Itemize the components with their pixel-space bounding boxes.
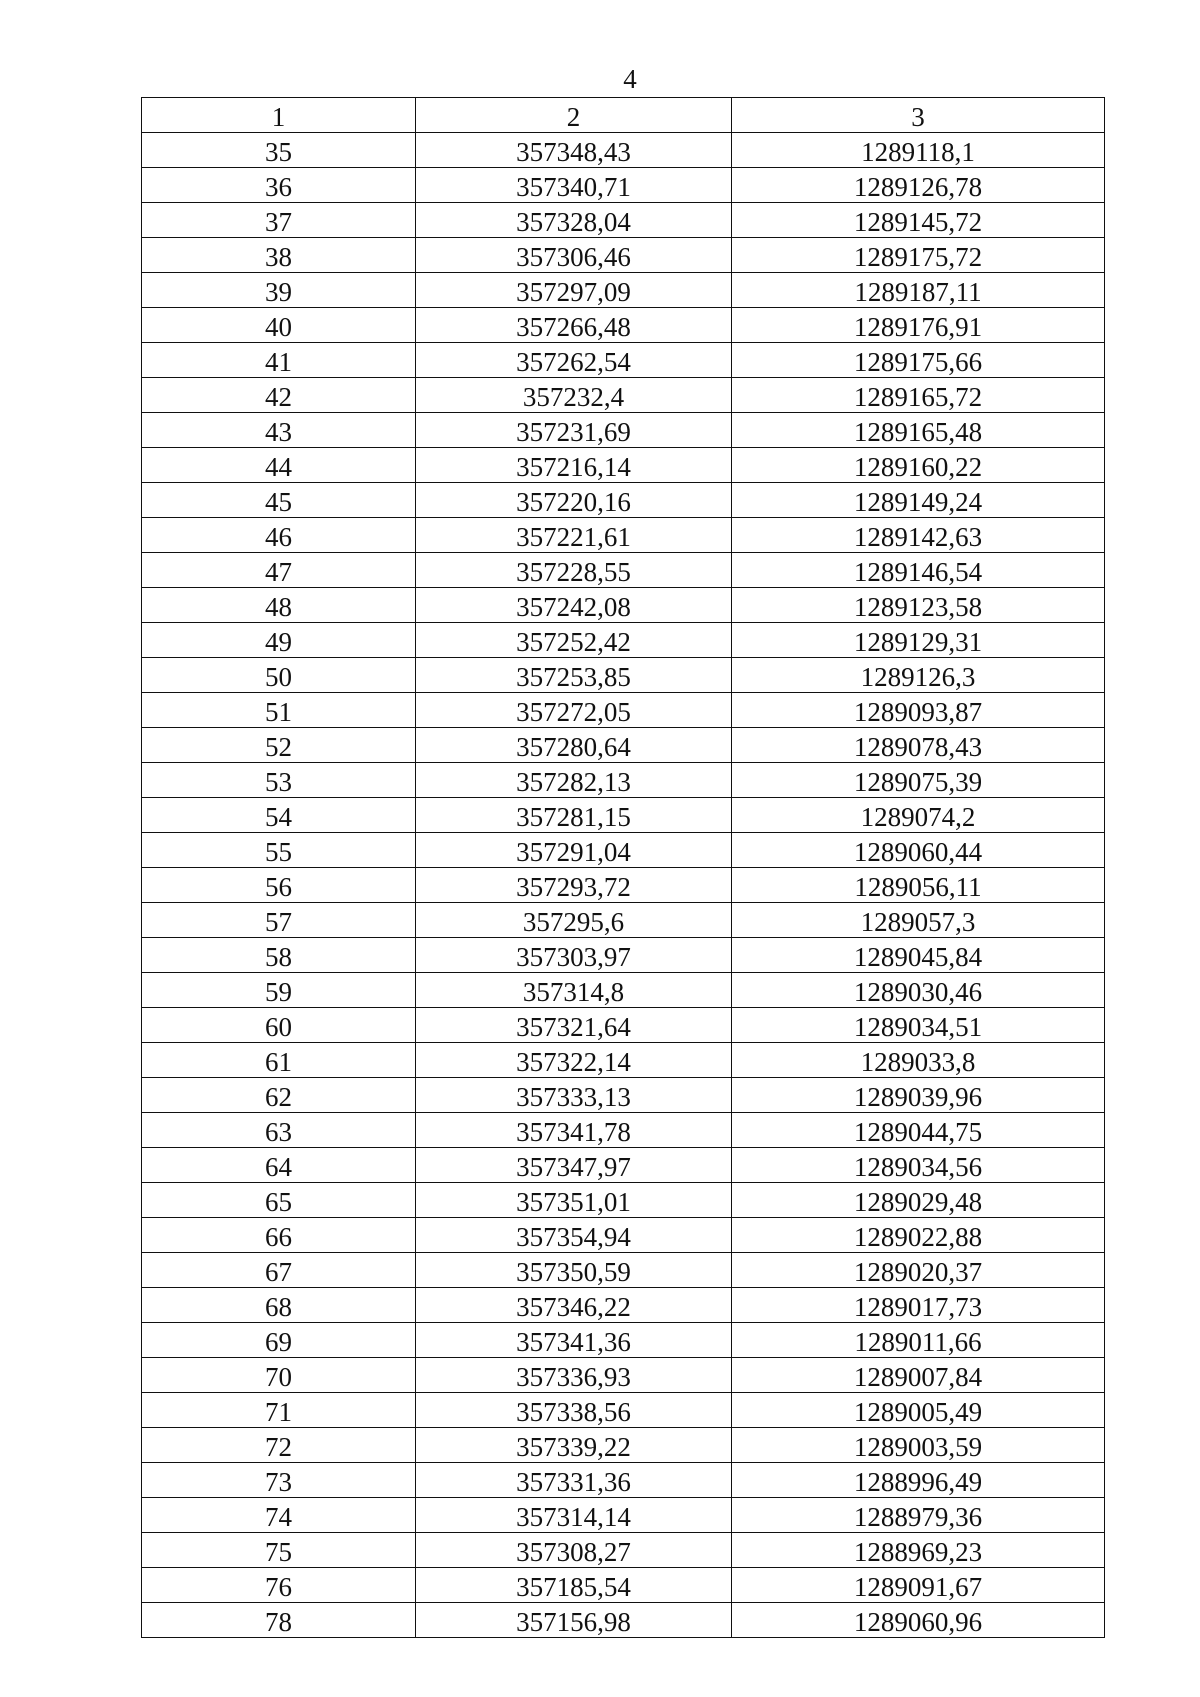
cell-y: 1289126,3 [732,658,1105,693]
cell-point-number: 74 [142,1498,416,1533]
cell-point-number: 60 [142,1008,416,1043]
table-row [142,658,1105,693]
cell-point-number: 41 [142,343,416,378]
cell-y: 1289057,3 [732,903,1105,938]
cell-x: 357341,36 [416,1323,732,1358]
cell-x: 357297,09 [416,273,732,308]
cell-y: 1289146,54 [732,553,1105,588]
cell-point-number: 53 [142,763,416,798]
table-row [142,1183,1105,1218]
cell-y: 1289160,22 [732,448,1105,483]
cell-point-number: 65 [142,1183,416,1218]
cell-y: 1289034,56 [732,1148,1105,1183]
table-row [142,1288,1105,1323]
cell-x: 357314,8 [416,973,732,1008]
table-row [142,1358,1105,1393]
cell-x: 357232,4 [416,378,732,413]
table-row [142,203,1105,238]
cell-x: 357331,36 [416,1463,732,1498]
cell-point-number: 55 [142,833,416,868]
cell-y: 1289149,24 [732,483,1105,518]
cell-y: 1289165,72 [732,378,1105,413]
cell-x: 357333,13 [416,1078,732,1113]
table-row [142,378,1105,413]
table-row [142,413,1105,448]
cell-point-number: 73 [142,1463,416,1498]
coordinates-table [141,97,1105,1638]
cell-point-number: 54 [142,798,416,833]
cell-y: 1289142,63 [732,518,1105,553]
cell-point-number: 35 [142,133,416,168]
cell-y: 1289017,73 [732,1288,1105,1323]
cell-x: 357242,08 [416,588,732,623]
cell-x: 357339,22 [416,1428,732,1463]
cell-point-number: 43 [142,413,416,448]
cell-y: 1289123,58 [732,588,1105,623]
table-row [142,1253,1105,1288]
cell-x: 357262,54 [416,343,732,378]
cell-y: 1289078,43 [732,728,1105,763]
cell-point-number: 66 [142,1218,416,1253]
header-cell-point-number: 1 [142,98,416,133]
cell-y: 1289033,8 [732,1043,1105,1078]
cell-point-number: 58 [142,938,416,973]
cell-point-number: 46 [142,518,416,553]
cell-point-number: 52 [142,728,416,763]
cell-point-number: 76 [142,1568,416,1603]
cell-point-number: 67 [142,1253,416,1288]
table-row [142,728,1105,763]
cell-y: 1289056,11 [732,868,1105,903]
table-row [142,623,1105,658]
table-row [142,1043,1105,1078]
table-row [142,763,1105,798]
cell-x: 357351,01 [416,1183,732,1218]
cell-point-number: 57 [142,903,416,938]
table-row [142,938,1105,973]
cell-y: 1289003,59 [732,1428,1105,1463]
cell-x: 357291,04 [416,833,732,868]
table-body [142,133,1105,1638]
table-row [142,448,1105,483]
cell-point-number: 68 [142,1288,416,1323]
cell-y: 1289176,91 [732,308,1105,343]
table-row [142,238,1105,273]
cell-y: 1289020,37 [732,1253,1105,1288]
cell-y: 1289175,66 [732,343,1105,378]
cell-point-number: 72 [142,1428,416,1463]
cell-y: 1289034,51 [732,1008,1105,1043]
cell-y: 1289075,39 [732,763,1105,798]
cell-y: 1289060,96 [732,1603,1105,1638]
cell-x: 357295,6 [416,903,732,938]
table-row [142,693,1105,728]
table-row [142,973,1105,1008]
cell-x: 357348,43 [416,133,732,168]
cell-point-number: 64 [142,1148,416,1183]
table-row [142,1463,1105,1498]
cell-y: 1289091,67 [732,1568,1105,1603]
cell-y: 1289074,2 [732,798,1105,833]
cell-point-number: 75 [142,1533,416,1568]
cell-x: 357231,69 [416,413,732,448]
cell-x: 357314,14 [416,1498,732,1533]
cell-point-number: 48 [142,588,416,623]
cell-x: 357346,22 [416,1288,732,1323]
cell-point-number: 78 [142,1603,416,1638]
cell-y: 1289039,96 [732,1078,1105,1113]
table-row [142,1078,1105,1113]
cell-x: 357252,42 [416,623,732,658]
cell-x: 357347,97 [416,1148,732,1183]
cell-x: 357340,71 [416,168,732,203]
table-header-row [142,98,1105,133]
header-cell-y: 3 [732,98,1105,133]
cell-point-number: 40 [142,308,416,343]
cell-y: 1288996,49 [732,1463,1105,1498]
table-row [142,1603,1105,1638]
cell-x: 357228,55 [416,553,732,588]
cell-x: 357321,64 [416,1008,732,1043]
cell-x: 357272,05 [416,693,732,728]
table-row [142,903,1105,938]
cell-x: 357216,14 [416,448,732,483]
cell-y: 1289022,88 [732,1218,1105,1253]
cell-x: 357354,94 [416,1218,732,1253]
table-row [142,1533,1105,1568]
table-row [142,343,1105,378]
cell-y: 1288969,23 [732,1533,1105,1568]
cell-x: 357322,14 [416,1043,732,1078]
cell-y: 1289145,72 [732,203,1105,238]
cell-y: 1289060,44 [732,833,1105,868]
cell-y: 1289175,72 [732,238,1105,273]
cell-x: 357185,54 [416,1568,732,1603]
cell-point-number: 37 [142,203,416,238]
table-row [142,1218,1105,1253]
cell-point-number: 50 [142,658,416,693]
cell-x: 357221,61 [416,518,732,553]
cell-x: 357293,72 [416,868,732,903]
cell-x: 357306,46 [416,238,732,273]
cell-x: 357328,04 [416,203,732,238]
table-row [142,1428,1105,1463]
cell-x: 357282,13 [416,763,732,798]
cell-point-number: 70 [142,1358,416,1393]
table-row [142,1568,1105,1603]
cell-y: 1289129,31 [732,623,1105,658]
cell-y: 1289030,46 [732,973,1105,1008]
cell-x: 357281,15 [416,798,732,833]
table-row [142,133,1105,168]
cell-y: 1289187,11 [732,273,1105,308]
table-row [142,868,1105,903]
table-row [142,1323,1105,1358]
table-row [142,308,1105,343]
table-row [142,553,1105,588]
cell-y: 1289005,49 [732,1393,1105,1428]
cell-y: 1289029,48 [732,1183,1105,1218]
cell-point-number: 39 [142,273,416,308]
cell-y: 1289118,1 [732,133,1105,168]
cell-x: 357303,97 [416,938,732,973]
table-row [142,273,1105,308]
cell-x: 357156,98 [416,1603,732,1638]
cell-x: 357220,16 [416,483,732,518]
cell-point-number: 47 [142,553,416,588]
table-row [142,1113,1105,1148]
cell-point-number: 59 [142,973,416,1008]
cell-point-number: 61 [142,1043,416,1078]
table-row [142,798,1105,833]
cell-point-number: 51 [142,693,416,728]
cell-y: 1289045,84 [732,938,1105,973]
cell-x: 357308,27 [416,1533,732,1568]
cell-x: 357280,64 [416,728,732,763]
cell-point-number: 69 [142,1323,416,1358]
cell-point-number: 36 [142,168,416,203]
cell-point-number: 45 [142,483,416,518]
cell-point-number: 71 [142,1393,416,1428]
cell-y: 1289165,48 [732,413,1105,448]
table-row [142,1008,1105,1043]
cell-y: 1288979,36 [732,1498,1105,1533]
cell-point-number: 49 [142,623,416,658]
cell-x: 357253,85 [416,658,732,693]
cell-point-number: 56 [142,868,416,903]
cell-y: 1289007,84 [732,1358,1105,1393]
cell-point-number: 38 [142,238,416,273]
cell-point-number: 62 [142,1078,416,1113]
table-row [142,1498,1105,1533]
header-cell-x: 2 [416,98,732,133]
table-row [142,588,1105,623]
cell-y: 1289126,78 [732,168,1105,203]
cell-x: 357350,59 [416,1253,732,1288]
table-row [142,518,1105,553]
table-row [142,1393,1105,1428]
cell-y: 1289093,87 [732,693,1105,728]
cell-x: 357341,78 [416,1113,732,1148]
table-row [142,483,1105,518]
table-row [142,168,1105,203]
cell-point-number: 44 [142,448,416,483]
table-header [142,98,1105,133]
cell-y: 1289011,66 [732,1323,1105,1358]
cell-x: 357336,93 [416,1358,732,1393]
table-row [142,1148,1105,1183]
cell-x: 357266,48 [416,308,732,343]
cell-point-number: 63 [142,1113,416,1148]
table-row [142,833,1105,868]
cell-point-number: 42 [142,378,416,413]
page-number: 4 [623,64,637,94]
cell-y: 1289044,75 [732,1113,1105,1148]
cell-x: 357338,56 [416,1393,732,1428]
